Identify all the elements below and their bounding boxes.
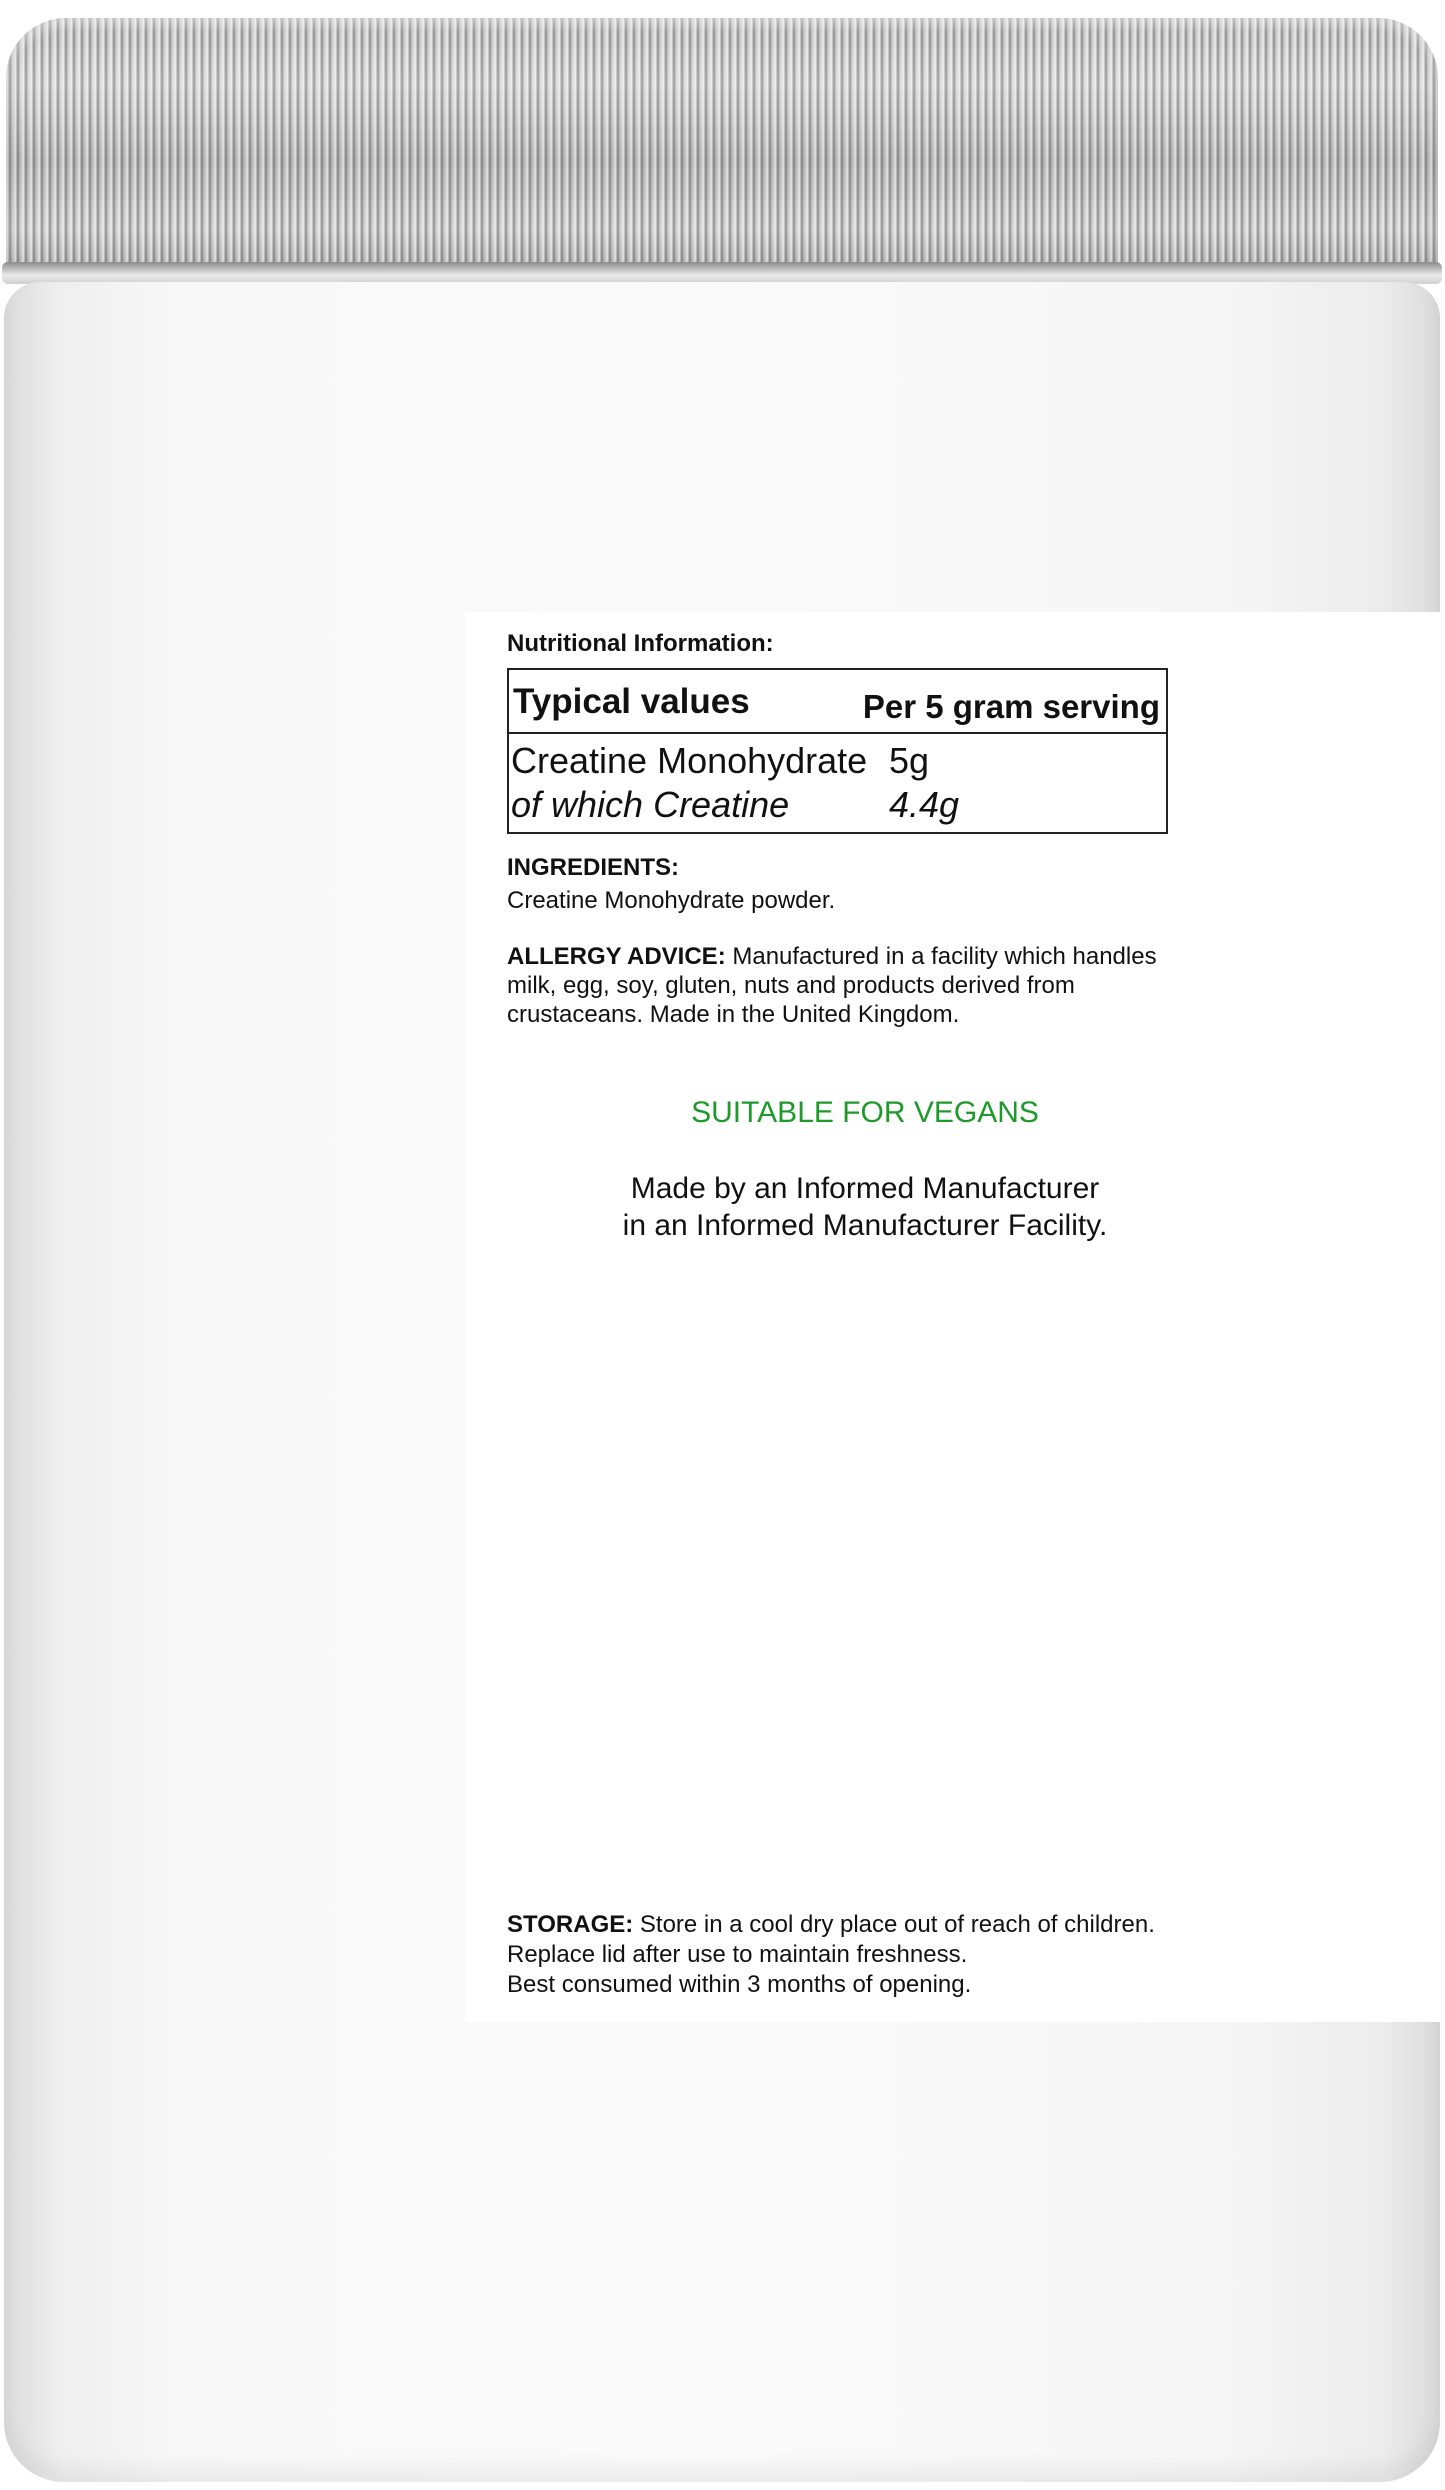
ingredients-text: Creatine Monohydrate powder. [507,887,836,914]
storage-line-3: Best consumed within 3 months of opening. [507,1971,972,1998]
informed-manufacturer [465,1170,1265,1244]
allergy-text: Manufactured in a facility which handles milk, egg, soy, gluten, nuts and products derived from crustaceans. Made in the United Kingdom. [507,943,1157,1028]
allergy-advice [507,942,1187,1029]
jar-lid-rim [2,262,1442,284]
storage-info [507,1910,1207,2000]
row-value: 4.4g [889,784,960,825]
jar-lid [6,18,1438,280]
nutrition-table [507,668,1168,834]
storage-line-1: Store in a cool dry place out of reach of children. [633,1911,1155,1938]
table-row [509,784,1166,828]
header-typical-values: Typical values [513,682,750,721]
informed-line-2: in an Informed Manufacturer Facility. [622,1209,1108,1242]
table-row [509,740,1166,784]
allergy-label: ALLERGY ADVICE: [507,943,726,970]
storage-line-2: Replace lid after use to maintain freshness. [507,1941,968,1968]
header-serving: Per 5 gram serving [862,688,1160,725]
back-label [465,612,1445,2022]
row-name: of which Creatine [511,784,790,825]
nutrition-heading: Nutritional Information: [507,630,774,657]
vegan-badge: SUITABLE FOR VEGANS [691,1096,1039,1129]
ingredients-label: INGREDIENTS: [507,854,680,881]
row-value: 5g [889,740,930,781]
row-name: Creatine Monohydrate [511,740,868,781]
nutrition-table-header [509,670,1166,734]
informed-line-1: Made by an Informed Manufacturer [630,1172,1100,1205]
storage-label: STORAGE: [507,1911,634,1938]
